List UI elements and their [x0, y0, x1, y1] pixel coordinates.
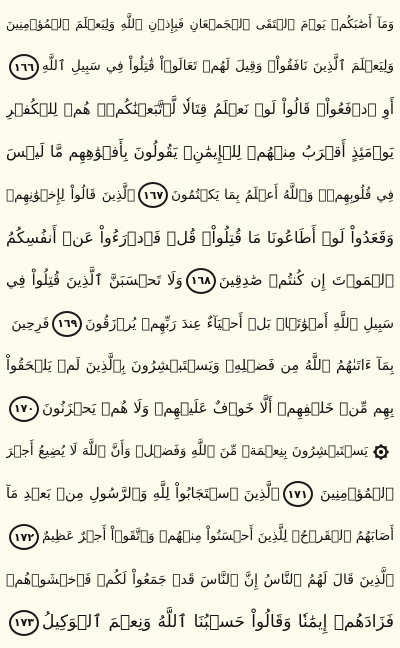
verse-text-continued: وَلَا تَحۡسَبَنَّ ٱلَّذِينَ قُتِلُواْ فِي	[6, 271, 183, 290]
verse-line	[6, 174, 394, 217]
verse-line	[6, 46, 394, 89]
verse-text: وَمَآ أَصَٰبَكُمۡ يَوۡمَ ٱلۡتَقَى ٱلۡجَمۡعَانِ فَبِإِذۡنِ ٱللَّهِ وَلِيَعۡلَمَ ٱلۡمُؤۡمِنِينَ	[6, 16, 394, 32]
verse-text: ٱلۡمَوۡتَ إِن كُنتُمۡ صَٰدِقِينَ	[218, 271, 394, 290]
verse-text: أَوِ ٱدۡفَعُواْۖ قَالُواْ لَوۡ نَعۡلَمُ قِتَالٗا لَّٱتَّبَعۡنَٰكُمۡۗ هُمۡ لِلۡكُفۡرِ	[6, 100, 394, 119]
verse-text-continued: فَرِحِينَ	[11, 315, 50, 332]
verse-text: وَلِيَعۡلَمَ ٱلَّذِينَ نَافَقُواْۚ وَقِيلَ لَهُمۡ تَعَالَوۡاْ قَٰتِلُواْ فِي سَبِيلِ ٱللَّهِ	[42, 58, 394, 75]
verse-line	[6, 516, 394, 559]
verse-line	[6, 388, 394, 431]
verse-line	[6, 473, 394, 516]
rub-el-hizb-icon	[372, 443, 390, 461]
verse-line	[6, 302, 394, 345]
verse-line	[6, 601, 394, 644]
verse-text: فِي قُلُوبِهِمۡۚ وَٱللَّهُ أَعۡلَمُ بِمَا يَكۡتُمُونَ	[171, 186, 394, 203]
verse-text: ٱلۡمُؤۡمِنِينَ	[320, 486, 394, 503]
verse-text: أَصَابَهُمُ ٱلۡقَرۡحُۚ لِلَّذِينَ أَحۡسَنُواْ مِنۡهُمۡ وَٱتَّقَوۡاْ أَجۡرٌ عَظِيمٌ	[42, 528, 394, 545]
verse-line	[6, 217, 394, 260]
verse-text: بِهِم مِّنۡ خَلۡفِهِمۡ أَلَّا خَوۡفٌ عَلَيۡهِمۡ وَلَا هُمۡ يَحۡزَنُونَ	[42, 399, 394, 418]
verse-text: بِمَآ ءَاتَىٰهُمُ ٱللَّهُ مِن فَضۡلِهِۦ وَيَسۡتَبۡشِرُونَ بِٱلَّذِينَ لَمۡ يَلۡحَقُواْ	[6, 357, 394, 374]
verse-line	[6, 88, 394, 131]
verse-line	[6, 430, 394, 473]
verse-lines	[6, 3, 394, 644]
verse-line	[6, 345, 394, 388]
verse-line	[6, 559, 394, 602]
verse-line	[6, 3, 394, 46]
verse-text: يَسۡتَبۡشِرُونَ بِنِعۡمَةٖ مِّنَ ٱللَّهِ وَفَضۡلٖ وَأَنَّ ٱللَّهَ لَا يُضِيعُ أَجۡرَ	[6, 442, 368, 459]
ayah-number-marker: ١٦٧	[138, 182, 168, 208]
ayah-number-marker: ١٧٢	[9, 524, 39, 550]
verse-text-continued: ٱلَّذِينَ ٱسۡتَجَابُواْ لِلَّهِ وَٱلرَّسُولِ مِنۢ بَعۡدِ مَآ	[6, 486, 280, 503]
verse-text: فَزَادَهُمۡ إِيمَٰنٗا وَقَالُواْ حَسۡبُنَا ٱللَّهُ وَنِعۡمَ ٱلۡوَكِيلُ	[42, 612, 394, 633]
ayah-number-marker: ١٧٠	[9, 396, 39, 422]
verse-text: يَوۡمَئِذٍ أَقۡرَبُ مِنۡهُمۡ لِلۡإِيمَٰنِۚ يَقُولُونَ بِأَفۡوَٰهِهِم مَّا لَيۡسَ	[6, 142, 394, 161]
ayah-number-marker: ١٦٩	[52, 311, 82, 337]
ayah-number-marker: ١٧٣	[9, 610, 39, 636]
verse-text: وَقَعَدُواْ لَوۡ أَطَاعُونَا مَا قُتِلُواْۗ قُلۡ فَٱدۡرَءُواْ عَنۡ أَنفُسِكُمُ	[6, 228, 394, 248]
verse-text: ٱلَّذِينَ قَالَ لَهُمُ ٱلنَّاسُ إِنَّ ٱلنَّاسَ قَدۡ جَمَعُواْ لَكُمۡ فَٱخۡشَوۡهُمۡ	[6, 571, 394, 588]
verse-line	[6, 259, 394, 302]
ayah-number-marker: ١٦٨	[186, 268, 216, 294]
ayah-number-marker: ١٧١	[283, 481, 313, 507]
verse-line	[6, 131, 394, 174]
verse-text-continued: ٱلَّذِينَ قَالُواْ لِإِخۡوَٰنِهِمۡ	[6, 186, 136, 203]
ayah-number-marker: ١٦٦	[9, 54, 39, 80]
verse-text: سَبِيلِ ٱللَّهِ أَمۡوَٰتَۢاۚ بَلۡ أَحۡيَآءٌ عِندَ رَبِّهِمۡ يُرۡزَقُونَ	[85, 315, 394, 332]
